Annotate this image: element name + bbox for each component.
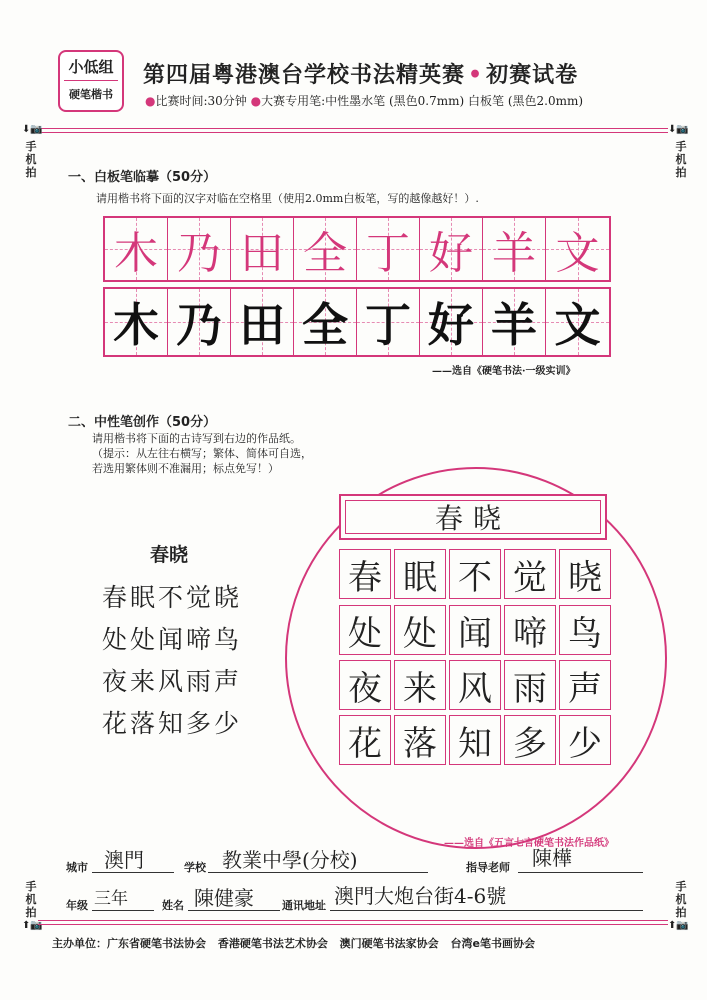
model-cell: 乃 <box>168 289 231 355</box>
city-label: 城市 <box>66 861 88 874</box>
work-cell[interactable]: 声 <box>559 660 611 710</box>
teacher-value[interactable]: 陳樺 <box>532 846 572 870</box>
school-line <box>208 872 428 873</box>
work-cell[interactable]: 风 <box>449 660 501 710</box>
school-label: 学校 <box>184 861 206 874</box>
side-label-right-top: 手 机 拍 <box>675 140 687 179</box>
name-label: 姓名 <box>162 899 184 912</box>
model-character-grid <box>103 287 611 357</box>
city-value[interactable]: 澳門 <box>104 848 144 872</box>
work-row <box>339 549 611 599</box>
bottom-rule <box>38 920 668 921</box>
poem-line: 花落知多少 <box>102 709 243 738</box>
side-label-left-bottom: 手 机 拍 <box>25 880 37 919</box>
poem-line: 处处闻啼鸟 <box>102 625 243 654</box>
grade-line <box>92 910 154 911</box>
section2-heading: 二、中性笔创作（50分） <box>68 415 217 430</box>
copy-cell[interactable]: 木 <box>105 218 168 280</box>
group-badge <box>58 50 124 112</box>
work-row <box>339 715 611 765</box>
badge-style-label: 硬笔楷书 <box>69 88 113 101</box>
side-label-left-top: 手 机 拍 <box>25 140 37 179</box>
work-cell[interactable]: 闻 <box>449 605 501 655</box>
section1-source: ——选自《硬笔书法·一级实训》 <box>432 366 576 377</box>
exam-info <box>145 92 583 109</box>
title-separator: • <box>468 62 484 88</box>
camera-icon: ⬇📷 <box>22 124 43 135</box>
teacher-line <box>518 872 643 873</box>
copy-cell[interactable]: 田 <box>231 218 294 280</box>
copy-cell[interactable]: 好 <box>420 218 483 280</box>
model-cell: 好 <box>420 289 483 355</box>
poem-line: 夜来风雨声 <box>102 667 243 696</box>
work-cell[interactable]: 来 <box>394 660 446 710</box>
bottom-rule-inner <box>38 924 668 925</box>
city-line <box>92 872 174 873</box>
title-main: 第四届粤港澳台学校书法精英赛 <box>143 62 466 88</box>
work-cell[interactable]: 处 <box>339 605 391 655</box>
section2-instruction: 请用楷书将下面的古诗写到右边的作品纸。 （提示：从左往右横写；繁体、简体可自选， 若选用繁体则不准漏用；标点免写！） <box>92 432 312 475</box>
handwritten-copy-grid <box>103 216 611 282</box>
model-cell: 丁 <box>357 289 420 355</box>
teacher-label: 指导老师 <box>466 861 510 874</box>
work-row <box>339 660 611 710</box>
bullet-icon: ● <box>145 94 156 108</box>
work-cell[interactable]: 多 <box>504 715 556 765</box>
address-line <box>330 910 643 911</box>
address-label: 通讯地址 <box>282 899 326 912</box>
camera-icon: ⬆📷 <box>22 920 43 931</box>
copy-cell[interactable]: 全 <box>294 218 357 280</box>
work-title-box <box>339 494 607 540</box>
bullet-icon: ● <box>250 94 262 108</box>
model-cell: 羊 <box>483 289 546 355</box>
work-title-text: 春晓 <box>434 502 511 535</box>
copy-cell[interactable]: 羊 <box>483 218 546 280</box>
work-cell[interactable]: 晓 <box>559 549 611 599</box>
model-cell: 全 <box>294 289 357 355</box>
work-cell[interactable]: 少 <box>559 715 611 765</box>
work-cell[interactable]: 夜 <box>339 660 391 710</box>
camera-icon: ⬇📷 <box>668 124 689 135</box>
copy-cell[interactable]: 丁 <box>357 218 420 280</box>
top-rule <box>38 128 668 129</box>
badge-group-label: 小低组 <box>68 58 114 76</box>
organizers-footer: 主办单位：广东省硬笔书法协会 香港硬笔书法艺术协会 澳门硬笔书法家协会 台湾e笔书画协会 <box>52 937 535 950</box>
work-cell[interactable]: 知 <box>449 715 501 765</box>
title-sub: 初赛试卷 <box>486 62 579 88</box>
grade-label: 年级 <box>66 899 88 912</box>
section1-instruction: 请用楷书将下面的汉字对临在空格里（使用2.0mm白板笔，写的越像越好！）. <box>96 192 479 205</box>
camera-icon: ⬆📷 <box>668 920 689 931</box>
copy-cell[interactable]: 乃 <box>168 218 231 280</box>
name-line <box>188 910 280 911</box>
top-rule-inner <box>38 132 668 133</box>
exam-pens: 大赛专用笔:中性墨水笔 (黑色0.7mm) 白板笔 (黑色2.0mm) <box>261 94 584 108</box>
work-cell[interactable]: 雨 <box>504 660 556 710</box>
work-cell[interactable]: 春 <box>339 549 391 599</box>
badge-divider <box>64 80 118 81</box>
side-label-right-bottom: 手 机 拍 <box>675 880 687 919</box>
model-cell: 田 <box>231 289 294 355</box>
work-cell[interactable]: 啼 <box>504 605 556 655</box>
work-cell[interactable]: 眠 <box>394 549 446 599</box>
address-value[interactable]: 澳門大炮台街4-6號 <box>334 884 507 908</box>
model-cell: 木 <box>105 289 168 355</box>
work-cell[interactable]: 花 <box>339 715 391 765</box>
poem-line: 春眠不觉晓 <box>102 583 243 612</box>
grade-value[interactable]: 三年 <box>94 889 128 909</box>
copy-cell[interactable]: 文 <box>546 218 609 280</box>
section2-source: ——选自《五言七言硬笔书法作品纸》 <box>444 838 614 849</box>
work-cell[interactable]: 觉 <box>504 549 556 599</box>
work-cell[interactable]: 不 <box>449 549 501 599</box>
page-title <box>143 58 578 89</box>
exam-time: 比赛时间:30分钟 <box>155 94 247 108</box>
work-row <box>339 605 611 655</box>
school-value[interactable]: 教業中學(分校) <box>222 848 358 872</box>
work-cell[interactable]: 鸟 <box>559 605 611 655</box>
work-cell[interactable]: 处 <box>394 605 446 655</box>
poem-title: 春晓 <box>150 544 189 566</box>
work-cell[interactable]: 落 <box>394 715 446 765</box>
model-cell: 文 <box>546 289 609 355</box>
section1-heading: 一、白板笔临摹（50分） <box>68 170 217 185</box>
name-value[interactable]: 陳健豪 <box>194 886 254 910</box>
